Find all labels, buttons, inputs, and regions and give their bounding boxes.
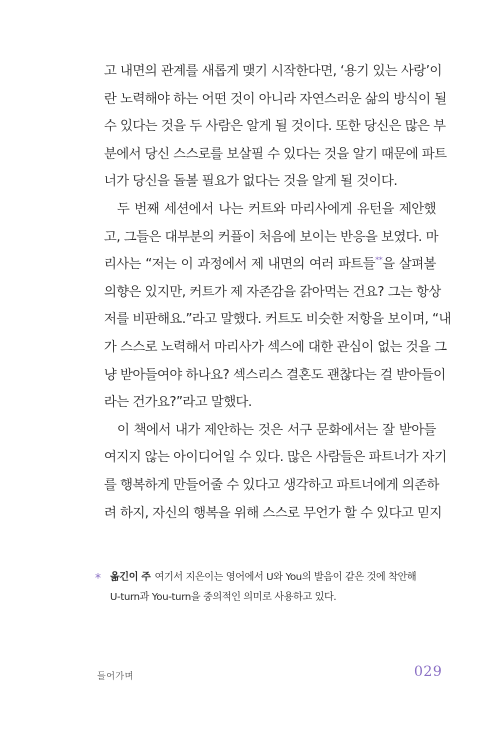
running-head: 들어가며 [97,672,134,682]
footnote-label: 옮긴이 주 [110,572,151,583]
body-text [104,58,451,527]
footnote-body [110,568,455,608]
text-line-with-footnote [104,251,436,279]
text-segment: 리사는 “저는 이 과정에서 제 내면의 여러 파트들 [104,257,376,273]
text-line: 수 있다는 것을 두 사람은 알게 될 것이다. 또한 당신은 많은 부 [104,119,446,135]
text-line: 고, 그들은 대부분의 커플이 처음에 보이는 반응을 보였다. 마 [104,229,439,245]
text-line: 의향은 있지만, 커트가 제 자존감을 갉아먹는 건요? 그는 항상 [104,284,441,300]
text-line: 여지지 않는 아이디어일 수 있다. 많은 사람들은 파트너가 자기 [104,450,447,466]
text-line: 고 내면의 관계를 새롭게 맺기 시작한다면, ‘용기 있는 사랑’이 [104,64,442,79]
text-line: 라는 건가요?”라고 말했다. [104,395,252,411]
text-line: 분에서 당신 스스로를 보살필 수 있다는 것을 알기 때문에 파트 [104,146,447,162]
text-line: 를 행복하게 만들어줄 수 있다고 생각하고 파트너에게 의존하 [104,477,440,493]
footnote-mark: * [95,571,101,585]
paragraph-start-line: 두 번째 세션에서 나는 커트와 마리사에게 유턴을 제안했 [117,201,436,217]
text-line: 냥 받아들여야 하나요? 섹스리스 결혼도 괜찮다는 걸 받아들이 [104,367,446,383]
footnote-line [110,568,455,588]
page-number: 029 [414,664,443,680]
footnote-text: 여기서 지은이는 영어에서 U와 You의 발음이 같은 것에 착안해 [154,572,417,583]
paragraph-start-line: 이 책에서 내가 제안하는 것은 서구 문화에서는 잘 받아들 [117,422,436,438]
footnote [95,568,455,608]
text-line: 란 노력해야 하는 어떤 것이 아니라 자연스러운 삶의 방식이 될 [104,91,447,107]
footnote-line: U-turn과 You-turn을 중의적인 의미로 사용하고 있다. [110,592,337,603]
text-line: 저를 비판해요.”라고 말했다. 커트도 비슷한 저항을 보이며, “내 [104,312,451,328]
text-line: 너가 당신을 돌볼 필요가 없다는 것을 알게 될 것이다. [104,174,398,190]
text-segment: 을 살펴볼 [382,257,436,273]
text-line: 려 하지, 자신의 행복을 위해 스스로 무언가 할 수 있다고 믿지 [104,505,442,521]
text-line: 가 스스로 노력해서 마리사가 섹스에 대한 관심이 없는 것을 그 [104,339,447,355]
footnote-reference-mark: ** [375,255,383,265]
